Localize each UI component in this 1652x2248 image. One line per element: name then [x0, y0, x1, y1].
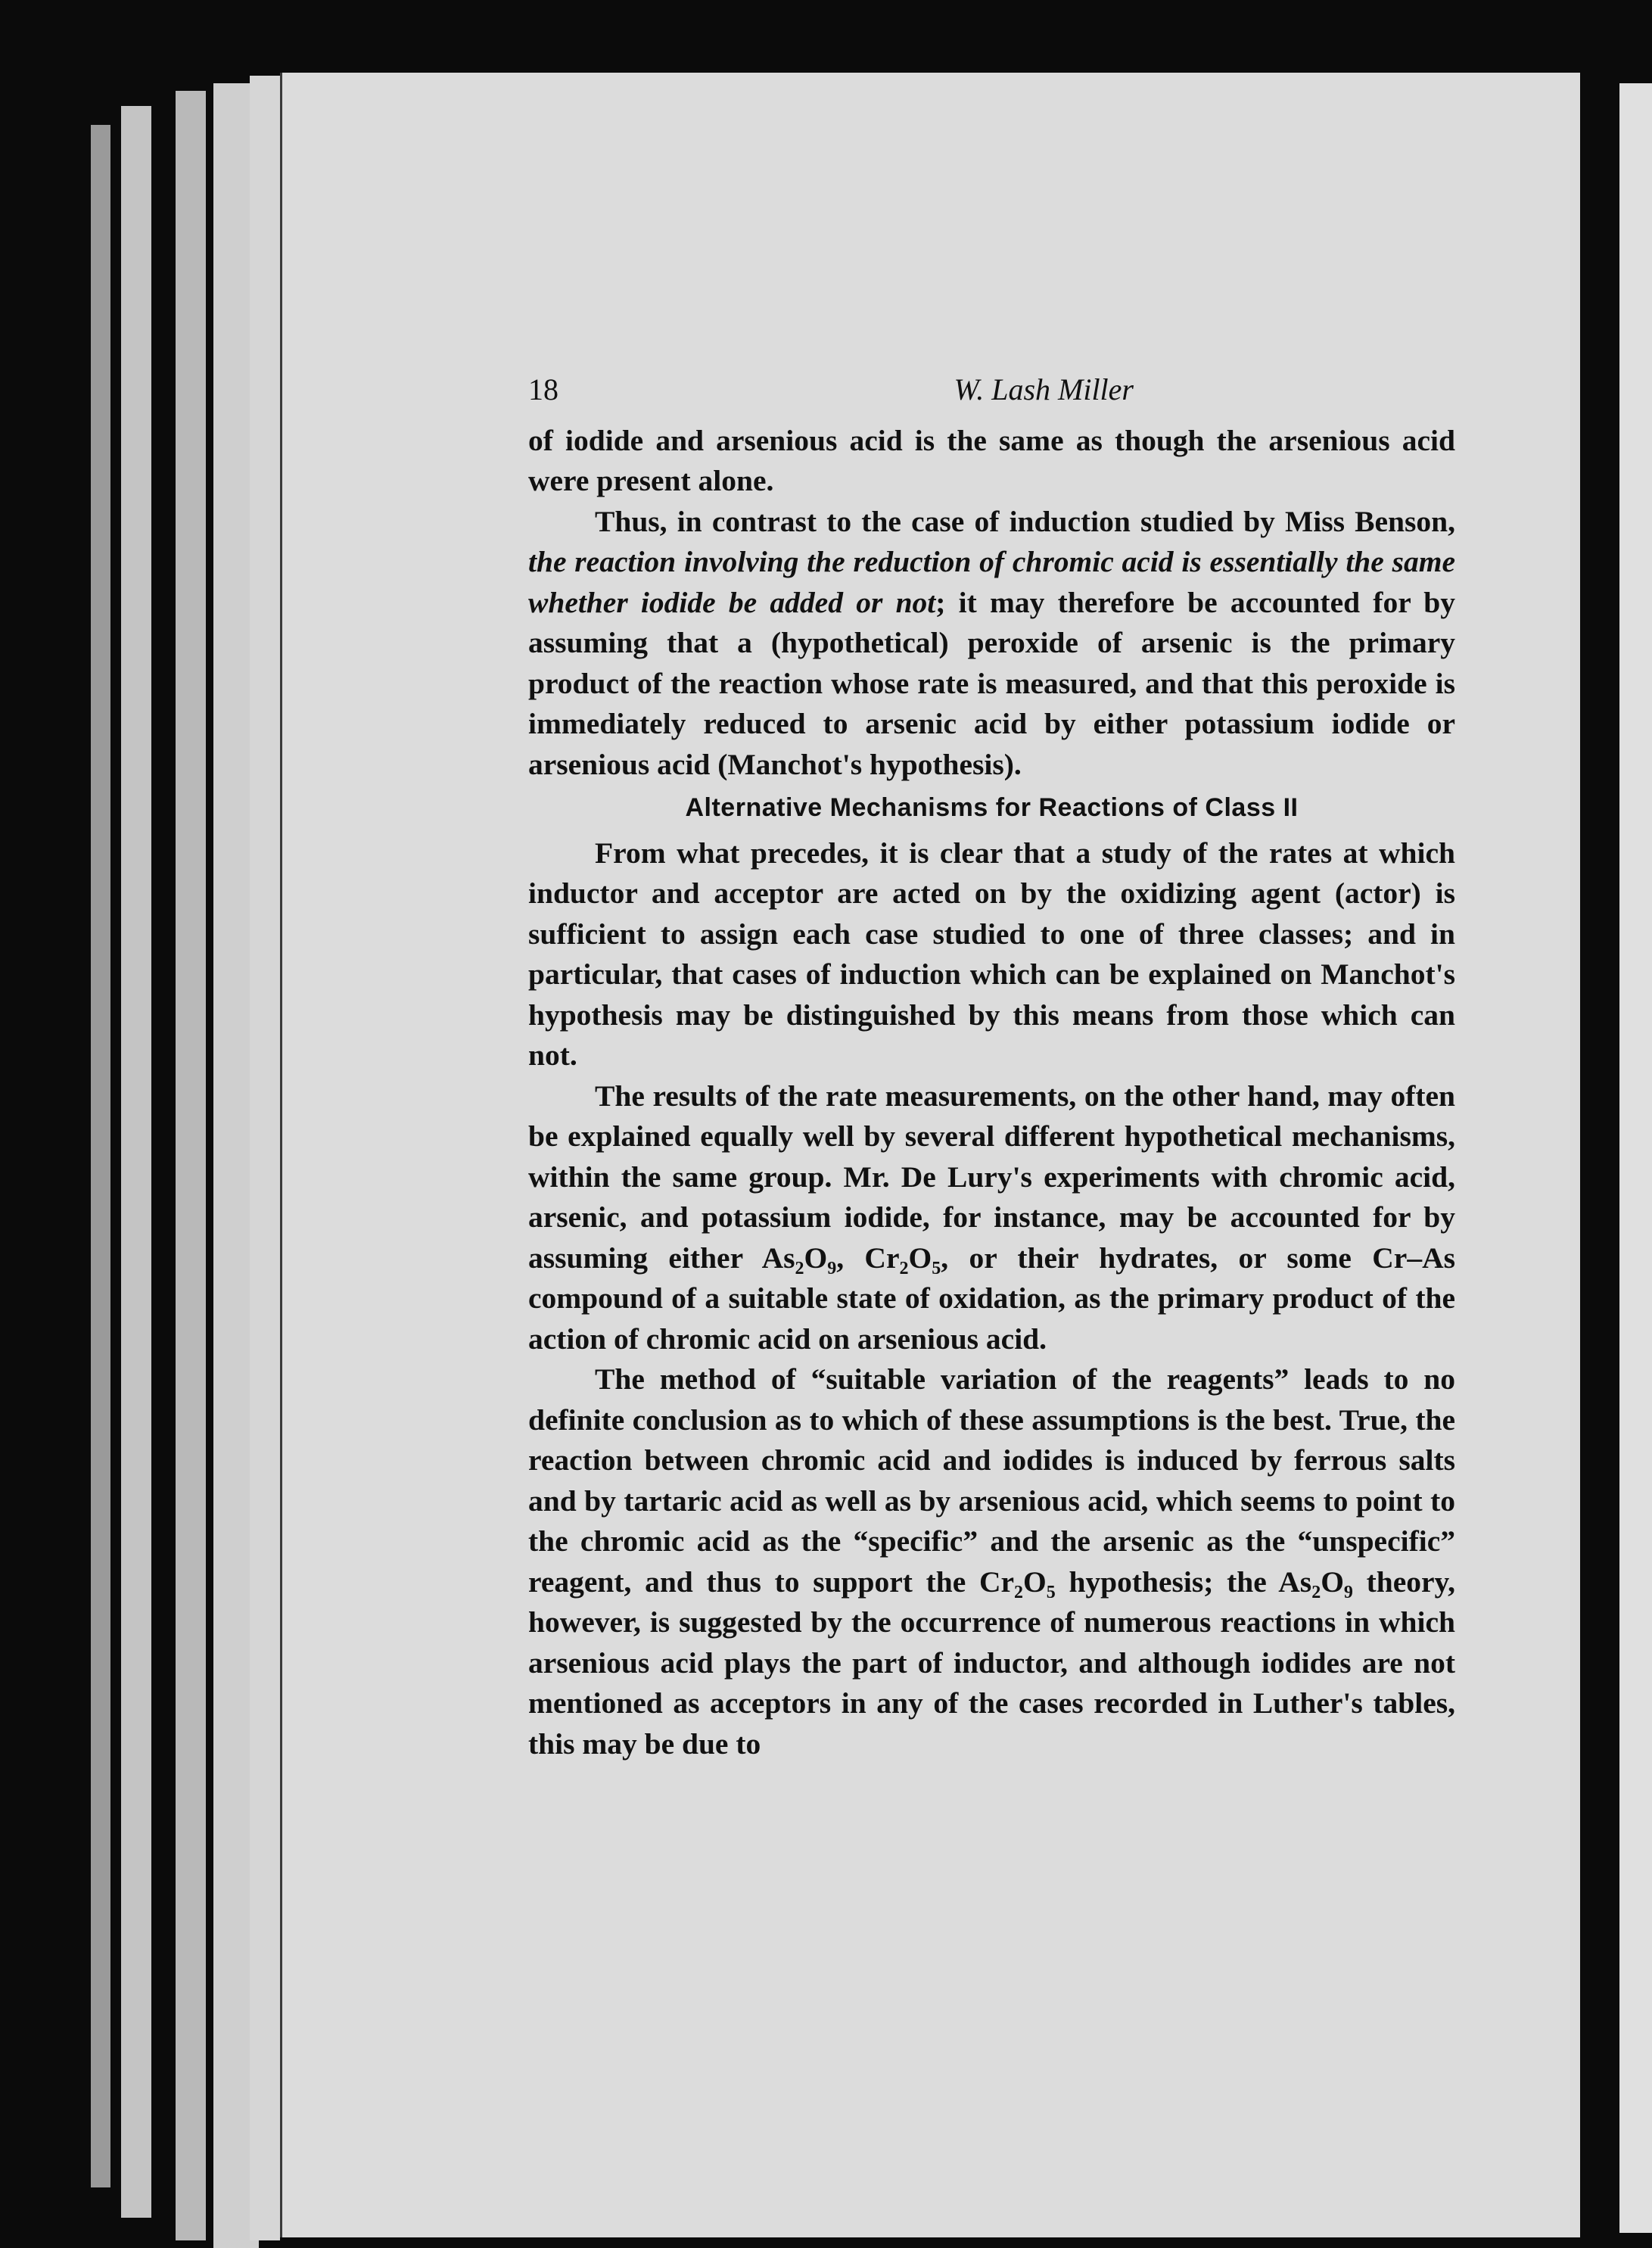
- italic-text: the reaction involving the reduction of chromic acid is essentially the same whether iodide be added or not: [528, 545, 1455, 619]
- text-run: The method of “suitable variation of the reagents” leads to no definite conclusion as to which of these assumptions is the best. True, the reaction between chromic acid and iodides is induced by ferrous salts and by tartaric acid as well as by arsenious acid, which seems to point to the chromic acid as the “specific” and the arsenic as the “unspecific” reagent, and thus to support the Cr: [528, 1362, 1455, 1599]
- page-edge: [176, 91, 206, 2240]
- text-run: O: [908, 1241, 932, 1275]
- text-run: ; it may therefore be accounted for by assuming that a (hypothetical) peroxide of arsenic is the primary product of the reaction whose rate is measured, and that this peroxide is immediately reduced to arsenic acid by either potassium iodide or arsenious acid (Manchot's hypothesis).: [528, 585, 1455, 781]
- subscript: 5: [932, 1258, 941, 1278]
- text-run: of iodide and arsenious acid is the same as though the arsenious acid were present alone.: [528, 423, 1455, 497]
- section-heading: Alternative Mechanisms for Reactions of Class II: [685, 793, 1299, 822]
- page-edge: [121, 106, 151, 2218]
- body-before-heading: [528, 421, 1455, 786]
- text-run: , Cr: [836, 1241, 900, 1275]
- text-run: , or their hydrates, or some Cr–As compound of a suitable state of oxidation, as the primary product of the action of chromic acid on arsenious acid.: [528, 1241, 1455, 1356]
- text-run: O: [804, 1241, 828, 1275]
- subscript: 2: [899, 1258, 909, 1278]
- subscript: 2: [795, 1258, 804, 1278]
- subscript: 2: [1311, 1582, 1321, 1602]
- facing-page-edge: [1619, 83, 1652, 2233]
- paragraph: [528, 833, 1455, 1076]
- text-run: Thus, in contrast to the case of induction studied by Miss Benson,: [595, 504, 1455, 538]
- running-head: [528, 369, 1134, 410]
- paragraph: [528, 1076, 1455, 1360]
- subscript: 9: [1343, 1582, 1353, 1602]
- page-number: 18: [528, 372, 558, 406]
- subscript: 5: [1046, 1582, 1056, 1602]
- page-edge: [91, 125, 110, 2187]
- paragraph: [528, 1359, 1455, 1764]
- text-run: The results of the rate measurements, on the other hand, may often be explained equally well by several different hypothetical mechanisms, within the same group. Mr. De Lury's experiments with chromic acid, arsenic, and potassium iodide, for instance, may be accounted for by assuming either As: [528, 1079, 1455, 1275]
- text-run: theory, however, is suggested by the occurrence of numerous reactions in which arsenious acid plays the part of inductor, and although iodides are not mentioned as acceptors in any of the cases recorded in Luther's tables, this may be due to: [528, 1565, 1455, 1761]
- body-after-heading: [528, 833, 1455, 1765]
- text-run: O: [1023, 1565, 1047, 1599]
- text-run: O: [1321, 1565, 1344, 1599]
- paragraph: [528, 421, 1455, 502]
- text-run: From what precedes, it is clear that a study of the rates at which inductor and acceptor are acted on by the oxidizing agent (actor) is sufficient to assign each case studied to one of three classes; and in particular, that cases of induction which can be explained on Manchot's hypothesis may be distinguished by this means from those which can not.: [528, 836, 1455, 1072]
- page-edge: [250, 76, 280, 2240]
- page-text: [528, 369, 1455, 1764]
- text-run: hypothesis; the As: [1055, 1565, 1312, 1599]
- subscript: 2: [1014, 1582, 1024, 1602]
- paragraph: [528, 502, 1455, 786]
- running-head-author: W. Lash Miller: [954, 372, 1134, 406]
- subscript: 9: [827, 1258, 837, 1278]
